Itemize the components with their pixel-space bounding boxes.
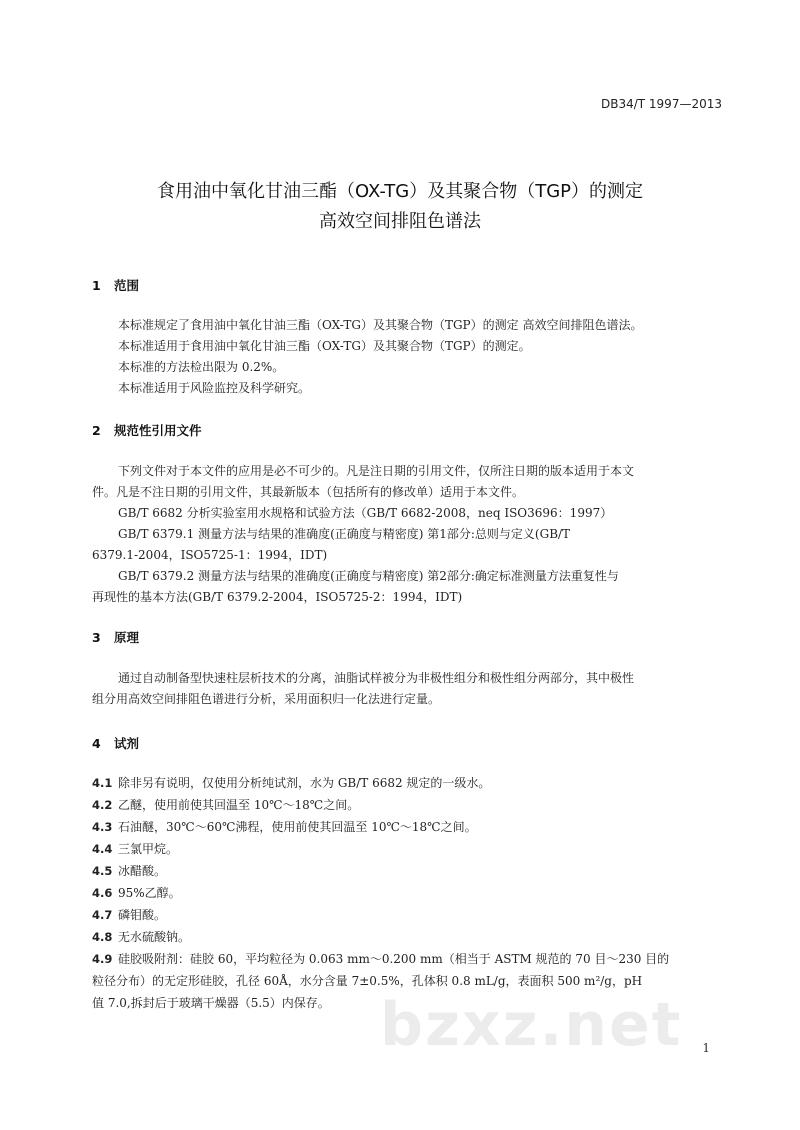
reagent-number: 4.9 xyxy=(92,952,113,966)
reagent-number: 4.6 xyxy=(92,886,113,900)
reagent-text: 硅胶吸附剂：硅胶 60，平均粒径为 0.063 mm～0.200 mm（相当于 ASTM 规范的 70 目～230 目的 xyxy=(118,952,670,966)
reference-item: GB/T 6379.1 测量方法与结果的准确度(正确度与精密度) 第1部分:总则与定义(GB/T xyxy=(118,527,571,541)
scope-paragraph: 本标准适用于风险监控及科学研究。 xyxy=(118,381,311,395)
reagent-text: 95%乙醇。 xyxy=(118,886,181,900)
reagent-item xyxy=(92,795,728,816)
reagent-text: 磷钼酸。 xyxy=(118,908,167,922)
reagent-number: 4.2 xyxy=(92,798,113,812)
reagent-text: 无水硫酸钠。 xyxy=(118,930,191,944)
reagent-number: 4.1 xyxy=(92,776,113,790)
document-title: 食用油中氧化甘油三酯（OX-TG）及其聚合物（TGP）的测定 xyxy=(156,181,644,202)
reagent-item-cont: 粒径分布）的无定形硅胶，孔径 60Å，水分含量 7±0.5%，孔体积 0.8 mL/g，表面积 500 m²/g，pH xyxy=(92,974,643,988)
reagent-number: 4.5 xyxy=(92,864,113,878)
reagent-text: 石油醚，30℃～60℃沸程，使用前使其回温至 10℃～18℃之间。 xyxy=(118,820,477,834)
scope-paragraph: 本标准适用于食用油中氧化甘油三酯（OX-TG）及其聚合物（TGP）的测定。 xyxy=(118,339,531,353)
reference-item: GB/T 6379.2 测量方法与结果的准确度(正确度与精密度) 第2部分:确定标准测量方法重复性与 xyxy=(118,569,619,583)
section-number: 1 xyxy=(92,278,101,293)
section-heading-principle xyxy=(92,628,139,646)
reagent-text: 除非另有说明，仅使用分析纯试剂，水为 GB/T 6682 规定的一级水。 xyxy=(118,776,491,790)
scope-paragraph: 本标准规定了食用油中氧化甘油三酯（OX-TG）及其聚合物（TGP）的测定 高效空间排阻色谱法。 xyxy=(118,318,643,332)
page-number: 1 xyxy=(702,1041,710,1055)
standard-code: DB34/T 1997—2013 xyxy=(600,97,722,111)
reagent-item xyxy=(92,773,728,794)
section-heading-scope xyxy=(92,276,139,294)
section-number: 3 xyxy=(92,630,101,645)
reagent-text: 乙醚，使用前使其回温至 10℃～18℃之间。 xyxy=(118,798,360,812)
reagent-number: 4.3 xyxy=(92,820,113,834)
principle-paragraph: 通过自动制备型快速柱层析技术的分离，油脂试样被分为非极性组分和极性组分两部分，其中极性 xyxy=(118,671,635,685)
references-intro-cont: 件。凡是不注日期的引用文件，其最新版本（包括所有的修改单）适用于本文件。 xyxy=(92,485,525,499)
document-subtitle: 高效空间排阻色谱法 xyxy=(319,211,481,232)
reagent-item xyxy=(92,927,728,948)
section-title: 规范性引用文件 xyxy=(114,423,202,438)
reagent-text: 三氯甲烷。 xyxy=(118,842,179,856)
section-title: 原理 xyxy=(114,630,140,645)
reagent-number: 4.4 xyxy=(92,842,113,856)
scope-paragraph: 本标准的方法检出限为 0.2%。 xyxy=(118,360,285,374)
section-title: 范围 xyxy=(114,278,140,293)
reagent-text: 冰醋酸。 xyxy=(118,864,167,878)
reference-item: GB/T 6682 分析实验室用水规格和试验方法（GB/T 6682-2008，neq ISO3696：1997） xyxy=(118,506,613,520)
reference-item-cont: 6379.1-2004，ISO5725-1：1994，IDT) xyxy=(92,548,328,562)
reference-item-cont: 再现性的基本方法(GB/T 6379.2-2004，ISO5725-2：1994，IDT) xyxy=(92,590,463,604)
section-title: 试剂 xyxy=(114,736,140,751)
reagent-number: 4.7 xyxy=(92,908,113,922)
reagent-item xyxy=(92,861,728,882)
references-intro: 下列文件对于本文件的应用是必不可少的。凡是注日期的引用文件，仅所注日期的版本适用于本文 xyxy=(118,464,635,478)
reagent-item xyxy=(92,883,728,904)
section-heading-reagents xyxy=(92,734,139,752)
principle-paragraph-cont: 组分用高效空间排阻色谱进行分析，采用面积归一化法进行定量。 xyxy=(92,692,441,706)
reagent-item xyxy=(92,949,728,970)
section-number: 2 xyxy=(92,423,101,438)
section-number: 4 xyxy=(92,736,101,751)
reagent-item xyxy=(92,817,728,838)
reagent-item xyxy=(92,905,728,926)
section-heading-references xyxy=(92,421,202,439)
watermark-text: bzxz.net xyxy=(380,990,683,1060)
reagent-number: 4.8 xyxy=(92,930,113,944)
reagent-item-cont: 值 7.0,拆封后于玻璃干燥器（5.5）内保存。 xyxy=(92,996,330,1010)
reagent-item xyxy=(92,839,728,860)
